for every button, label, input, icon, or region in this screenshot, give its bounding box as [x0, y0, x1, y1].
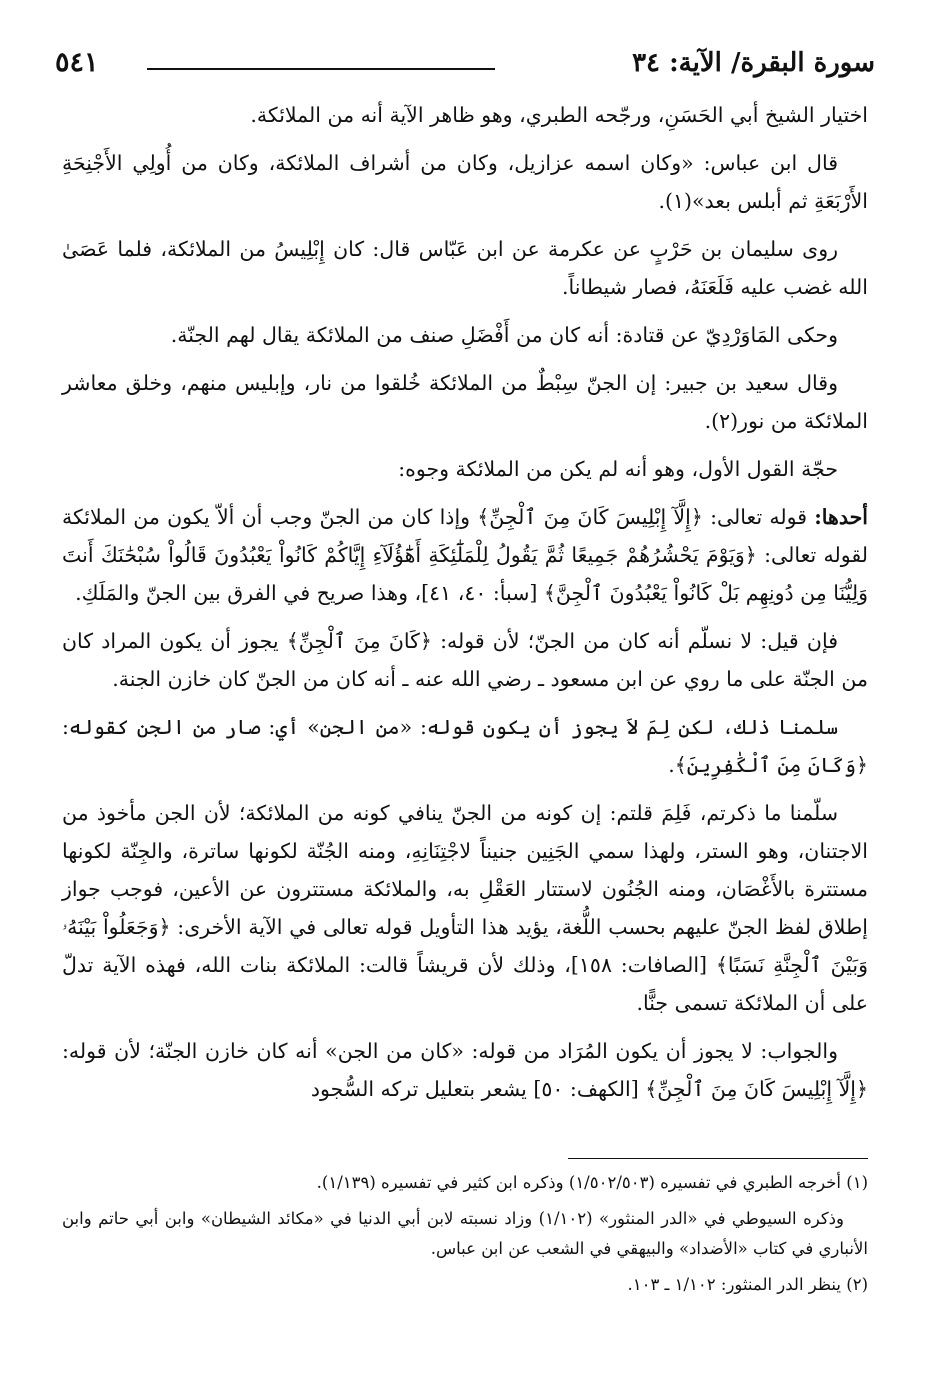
- surah-title: سورة البقرة/ الآية: ٣٤: [632, 48, 875, 78]
- paragraph: قال ابن عباس: «وكان اسمه عزازيل، وكان من أشراف الملائكة، وكان من أُولِي الأَجْنِحَةِ الأَرْبَعَةِ ثم أبلس بعد»(١).: [62, 151, 868, 213]
- paragraph: وقال سعيد بن جبير: إن الجنّ سِبْطٌ من الملائكة خُلقوا من نار، وإبليس منهم، وخلق معاشر الملائكة من نور(٢).: [62, 371, 868, 433]
- page-body: [62, 96, 868, 1118]
- paragraph: فإن قيل: لا نسلّم أنه كان من الجنّ؛ لأن قوله: ﴿كَانَ مِنَ ٱلْجِنِّ﴾ يجوز أن يكون المراد كان من الجنّة على ما روي عن ابن مسعود ـ رضي الله عنه ـ أنه كان من الجنّ كان خازن الجنة.: [62, 629, 868, 691]
- paragraph: [62, 498, 868, 612]
- footnotes: [62, 1168, 868, 1306]
- paragraph: سلمنا ذلك، لكن لِمَ لاَ يجوز أن يكون قوله: «من الجن» أي: صار من الجن كقوله: ﴿وَكَانَ مِنَ ٱلْكَٰفِرِينَ﴾.: [62, 715, 868, 777]
- footnote-rule: [568, 1158, 868, 1159]
- page-header: [55, 30, 875, 78]
- paragraph: وحكى المَاوَرْدِيّ عن قتادة: أنه كان من أَفْضَلِ صنف من الملائكة يقال لهم الجنّة.: [170, 323, 838, 347]
- header-rule: [147, 68, 495, 70]
- paragraph: سلّمنا ما ذكرتم، فَلِمَ قلتم: إن كونه من الجنّ ينافي كونه من الملائكة؛ لأن الجن مأخوذ من الاجتنان، وهو الستر، ولهذا سمي الجَنِين جنيناً لاجْتِنَانِهِ، ومنه الجُنّة لكونها ساترة، والجِنّة لكونها مستترة بالأَغْصَان، ومنه الجُنُون لاستتار العَقْلِ به، والملائكة مستترون عن الأعين، فوجب جواز إطلاق لفظ الجنّ عليهم بحسب اللُّغة، يؤيد هذا التأويل قوله تعالى في الآية الأخرى: ﴿وَجَعَلُواْ بَيْنَهُۥ وَبَيْنَ ٱلْجِنَّةِ نَسَبًا﴾ [الصافات: ١٥٨]، وذلك لأن قريشاً قالت: الملائكة بنات الله، فهذه الآية تدلّ على أن الملائكة تسمى جنًّا.: [62, 801, 869, 1015]
- paragraph: اختيار الشيخ أبي الحَسَنِ، ورجّحه الطبري، وهو ظاهر الآية أنه من الملائكة.: [250, 103, 868, 127]
- footnote: (٢) ينظر الدر المنثور: ١/١٠٢ ـ ١٠٣.: [627, 1275, 868, 1294]
- paragraph: حجّة القول الأول، وهو أنه لم يكن من الملائكة وجوه:: [398, 457, 838, 481]
- paragraph-lead: أحدها:: [814, 505, 868, 529]
- paragraph: والجواب: لا يجوز أن يكون المُرَاد من قوله: «كان من الجن» أنه كان خازن الجنّة؛ لأن قوله: ﴿إِلَّآ إِبْلِيسَ كَانَ مِنَ ٱلْجِنِّ﴾ [الكهف: ٥٠] يشعر بتعليل تركه السُّجود: [62, 1039, 868, 1101]
- page-number: ٥٤١: [55, 47, 99, 78]
- paragraph: روى سليمان بن حَرْبٍ عن عكرمة عن ابن عَبّاس قال: كان إِبْلِيسُ من الملائكة، فلما عَصَىٰ الله غضب عليه فَلَعَنَهُ، فصار شيطاناً.: [62, 237, 868, 299]
- footnote: (١) أخرجه الطبري في تفسيره (١/٥٠٢/٥٠٣) وذكره ابن كثير في تفسيره (١/١٣٩).: [316, 1173, 868, 1192]
- footnote: وذكره السيوطي في «الدر المنثور» (١/١٠٢) وزاد نسبته لابن أبي الدنيا في «مكائد الشيطان» وابن أبي حاتم وابن الأنباري في كتاب «الأضداد» والبيهقي في الشعب عن ابن عباس.: [62, 1209, 868, 1258]
- paragraph-text: قوله تعالى: ﴿إِلَّآ إِبْلِيسَ كَانَ مِنَ ٱلْجِنِّ﴾ وإذا كان من الجنّ وجب أن ألاّ يكون من الملائكة لقوله تعالى: ﴿وَيَوْمَ يَحْشُرُهُمْ جَمِيعًا ثُمَّ يَقُولُ لِلْمَلَٰٓئِكَةِ أَهَٰٓؤُلَآءِ إِيَّاكُمْ كَانُواْ يَعْبُدُونَ قَالُواْ سُبْحَٰنَكَ أَنتَ وَلِيُّنَا مِن دُونِهِم بَلْ كَانُواْ يَعْبُدُونَ ٱلْجِنَّ﴾ [سبأ: ٤٠، ٤١]، وهذا صريح في الفرق بين الجنّ والمَلَكِ.: [62, 505, 868, 605]
